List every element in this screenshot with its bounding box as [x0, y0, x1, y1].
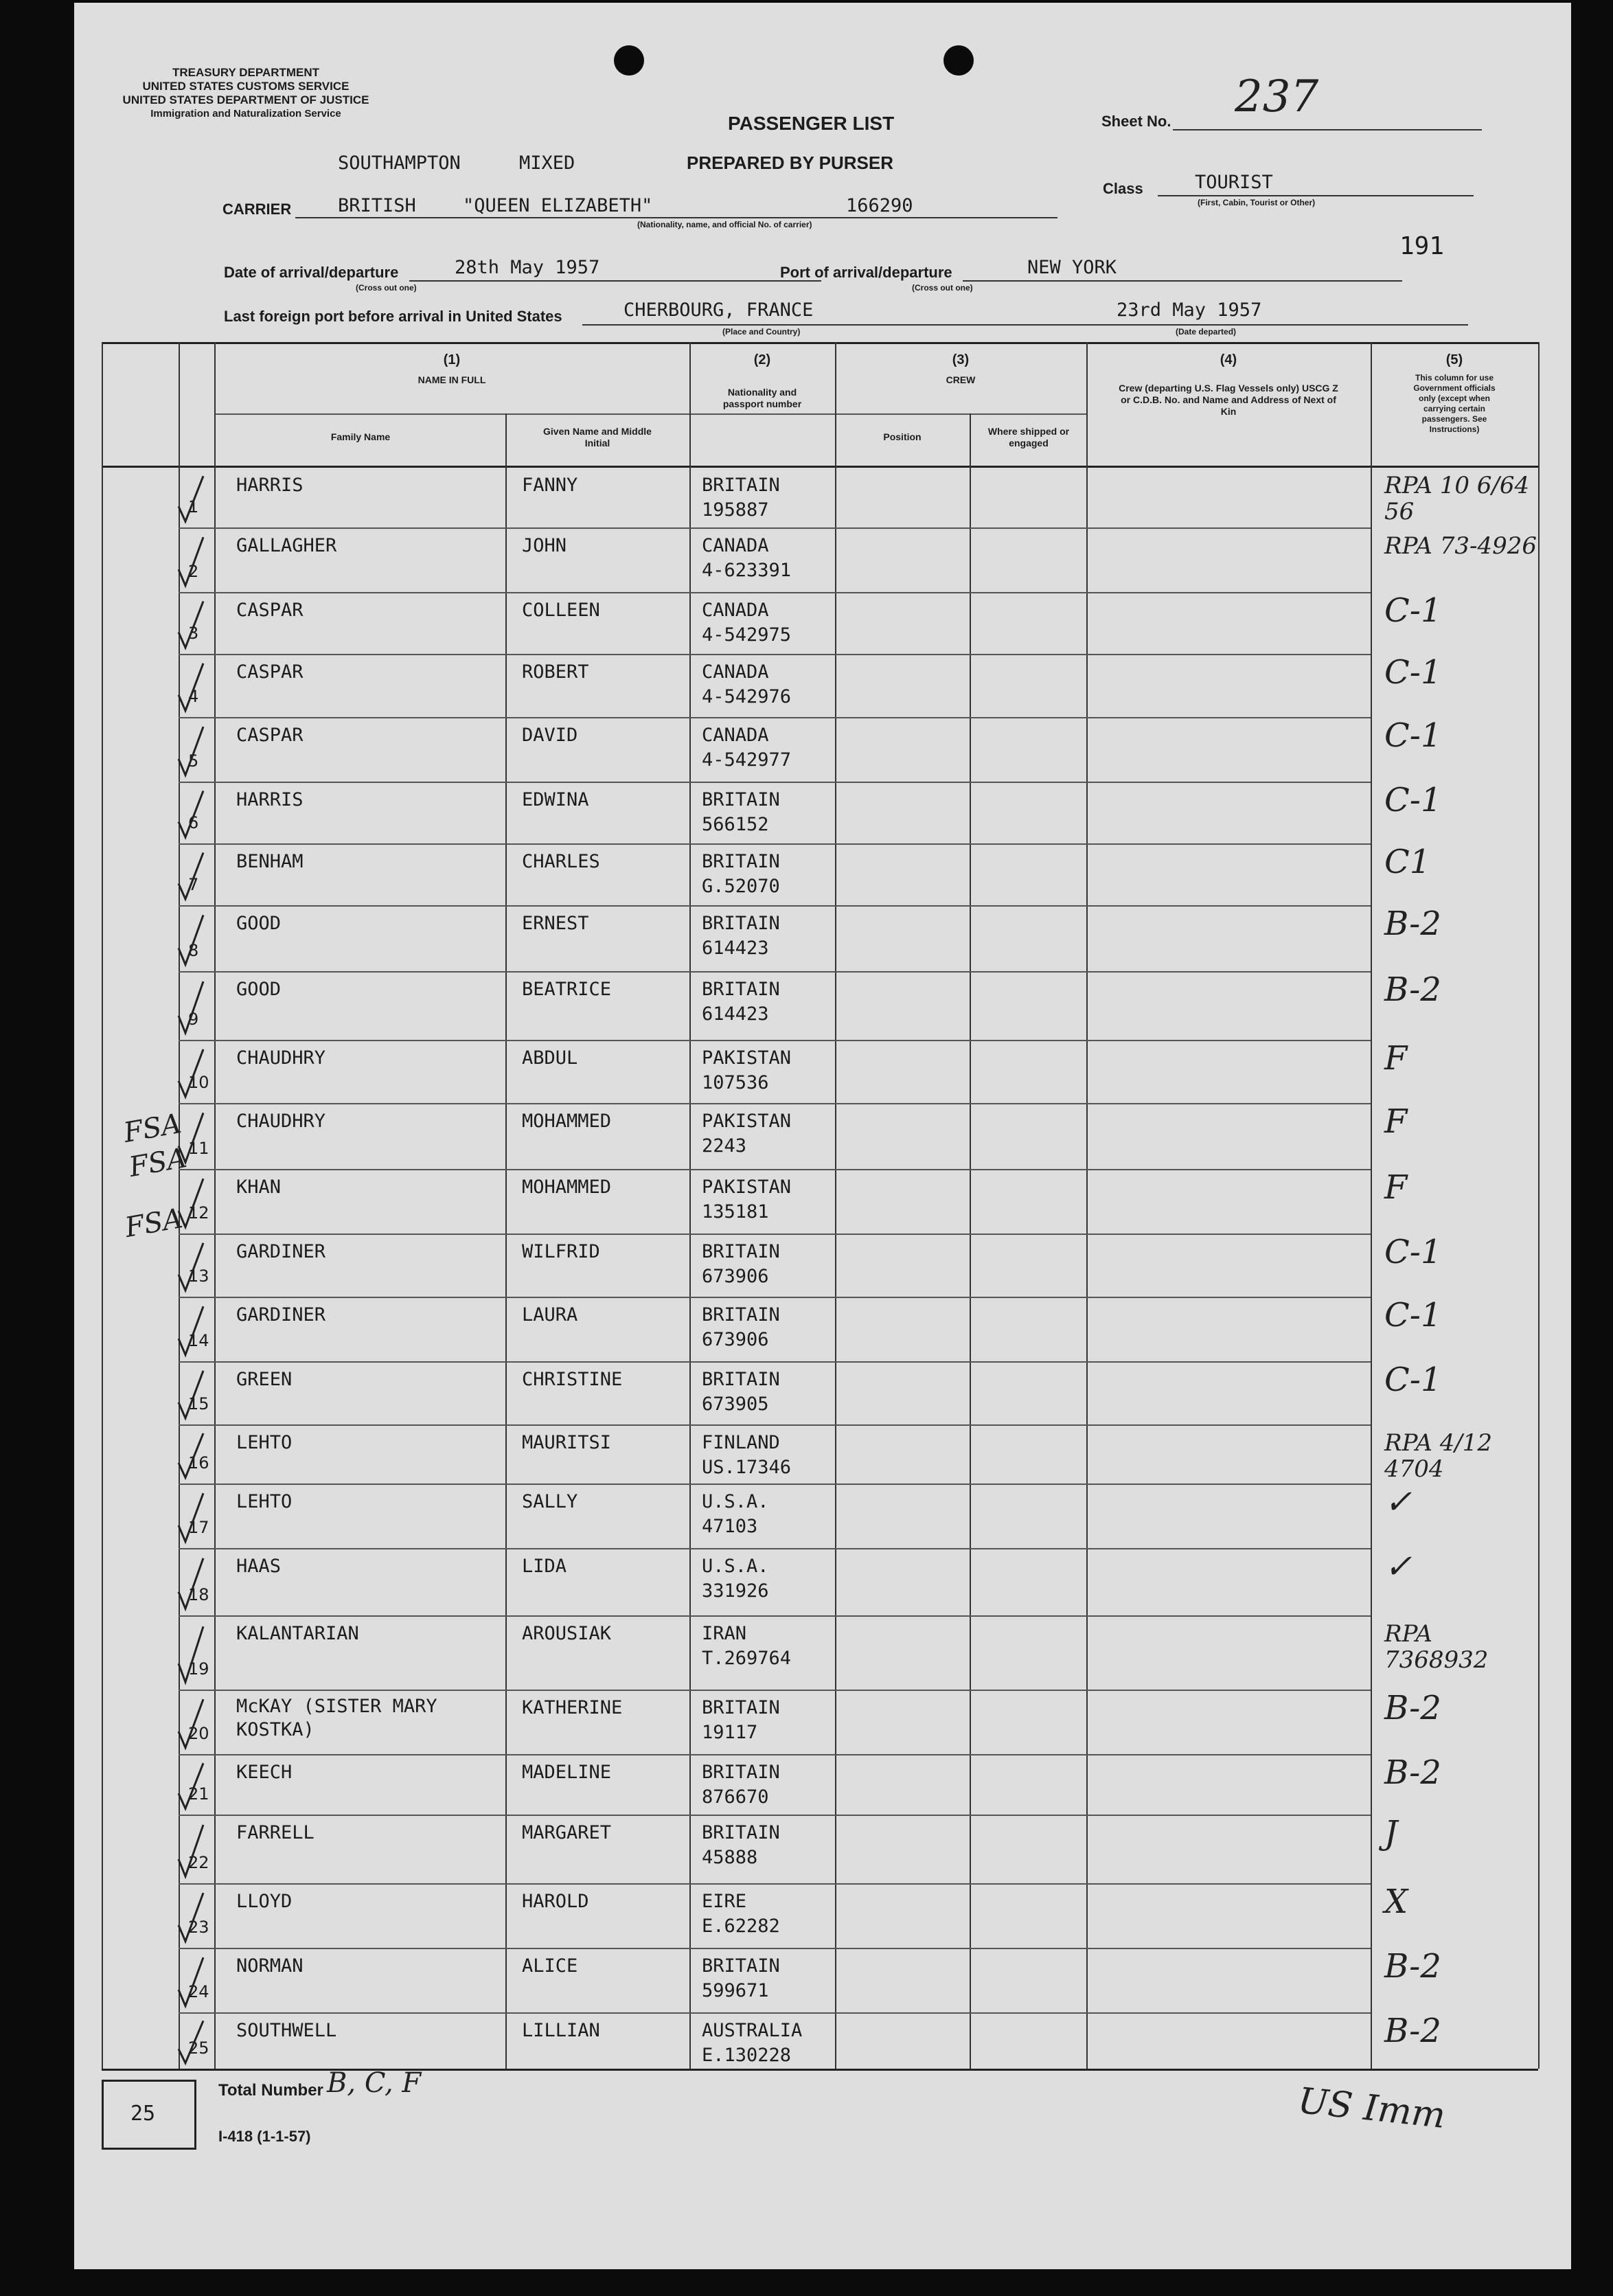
tick-mark-icon — [176, 717, 217, 782]
tick-mark-icon — [176, 654, 217, 717]
port-value: NEW YORK — [1027, 257, 1117, 278]
passport-number: 599671 — [702, 1980, 769, 2001]
passport-number: 673906 — [702, 1329, 769, 1350]
date-value: 28th May 1957 — [455, 257, 600, 278]
margin-note-fsa: FSA — [121, 1108, 184, 1149]
nationality: BRITAIN — [702, 475, 780, 496]
tick-mark-icon — [176, 782, 217, 843]
passport-number: 876670 — [702, 1786, 769, 1808]
official-mark: C1 — [1384, 843, 1431, 881]
nationality: BRITAIN — [702, 1241, 780, 1262]
row-number: 16 — [188, 1453, 209, 1473]
nationality: PAKISTAN — [702, 1047, 792, 1069]
given-name: FANNY — [522, 475, 578, 496]
family-name-header: Family Name — [330, 431, 391, 442]
official-mark: F — [1384, 1168, 1408, 1207]
row-number: 18 — [188, 1585, 209, 1604]
nationality: BRITAIN — [702, 789, 780, 810]
official-mark: C-1 — [1384, 591, 1442, 630]
passport-number: E.62282 — [702, 1916, 780, 1937]
punch-hole — [943, 45, 974, 76]
origin-port: SOUTHAMPTON — [338, 152, 461, 174]
official-mark: RPA 4/12 4704 — [1384, 1429, 1493, 1483]
family-name: CASPAR — [236, 600, 304, 621]
tick-mark-icon — [176, 1815, 217, 1883]
nationality: FINLAND — [702, 1432, 780, 1453]
row-divider — [179, 1234, 1371, 1235]
passport-number: 4-542976 — [702, 686, 792, 707]
official-mark: B-2 — [1384, 1947, 1441, 1986]
given-name: LAURA — [522, 1304, 578, 1326]
carrier-label: CARRIER — [222, 201, 292, 218]
given-name: ERNEST — [522, 913, 589, 934]
row-number: 17 — [188, 1518, 209, 1537]
official-mark: C-1 — [1384, 1233, 1442, 1271]
family-name: HAAS — [236, 1556, 282, 1577]
tick-mark-icon — [176, 2012, 217, 2069]
family-name: BENHAM — [236, 851, 304, 872]
agency-line: UNITED STATES CUSTOMS SERVICE — [142, 80, 350, 93]
family-name: FARRELL — [236, 1822, 314, 1843]
tick-mark-icon — [176, 1297, 217, 1361]
total-handwritten: B, C, F — [327, 2067, 422, 2099]
family-name: NORMAN — [236, 1955, 304, 1977]
given-name: CHARLES — [522, 851, 600, 872]
row-divider — [179, 1040, 1371, 1041]
row-number: 3 — [188, 624, 199, 643]
nationality: BRITAIN — [702, 1822, 780, 1843]
official-number: 166290 — [846, 195, 913, 216]
family-name: GREEN — [236, 1369, 293, 1390]
official-mark: C-1 — [1384, 781, 1442, 819]
port-label: Port of arrival/departure — [780, 264, 952, 281]
row-number: 5 — [188, 751, 199, 771]
col5-header: (5) This column for use Government officials only (except when carrying certain passengers. See Instructions) — [1413, 352, 1496, 434]
row-number: 22 — [188, 1853, 209, 1872]
tick-mark-icon — [176, 1883, 217, 1948]
given-name: MADELINE — [522, 1762, 612, 1783]
tick-mark-icon — [176, 527, 217, 592]
nationality: U.S.A. — [702, 1491, 769, 1512]
family-name: GOOD — [236, 913, 282, 934]
tick-mark-icon — [176, 905, 217, 971]
family-name: HARRIS — [236, 789, 304, 810]
given-name: EDWINA — [522, 789, 589, 810]
given-name: WILFRID — [522, 1241, 600, 1262]
col1-header: (1) NAME IN FULL — [417, 352, 486, 385]
row-number: 23 — [188, 1918, 209, 1937]
row-divider — [179, 1424, 1371, 1426]
nationality: BRITAIN — [702, 1697, 780, 1718]
place-note: (Place and Country) — [722, 327, 801, 337]
cross-out-note: (Cross out one) — [356, 283, 417, 293]
sheet-number: 237 — [1235, 71, 1319, 122]
sheet-label: Sheet No. — [1101, 113, 1171, 130]
nationality: CANADA — [702, 661, 769, 683]
given-name: DAVID — [522, 725, 578, 746]
nationality: BRITAIN — [702, 1369, 780, 1390]
passport-number: US.17346 — [702, 1457, 792, 1478]
tick-mark-icon — [176, 1690, 217, 1754]
family-name: HARRIS — [236, 475, 304, 496]
family-name: CASPAR — [236, 725, 304, 746]
family-name: CHAUDHRY — [236, 1111, 326, 1132]
row-divider — [179, 1103, 1371, 1104]
given-name: BEATRICE — [522, 979, 612, 1000]
row-number: 13 — [188, 1266, 209, 1286]
row-divider — [179, 1297, 1371, 1298]
official-mark: C-1 — [1384, 1361, 1442, 1399]
official-mark: C-1 — [1384, 653, 1442, 692]
row-number: 24 — [188, 1982, 209, 2001]
given-name: MOHAMMED — [522, 1111, 612, 1132]
col3-header: (3) CREW — [946, 352, 976, 385]
row-number: 2 — [188, 562, 199, 581]
row-divider — [179, 654, 1371, 655]
nationality: CANADA — [702, 725, 769, 746]
tick-mark-icon — [176, 1754, 217, 1815]
position-header: Position — [883, 431, 922, 442]
nationality: EIRE — [702, 1891, 747, 1912]
nationality: CANADA — [702, 600, 769, 621]
tick-mark-icon — [176, 843, 217, 905]
nationality: BRITAIN — [702, 1304, 780, 1326]
col4-header: (4) Crew (departing U.S. Flag Vessels only) USCG Z or C.D.B. No. and Name and Address of Next of Kin — [1119, 352, 1338, 417]
row-divider — [179, 1690, 1371, 1691]
row-divider — [179, 905, 1371, 907]
passport-number: 135181 — [702, 1201, 769, 1223]
given-name: JOHN — [522, 535, 567, 556]
row-number: 8 — [188, 941, 199, 960]
row-number: 7 — [188, 875, 199, 894]
total-box-number: 25 — [130, 2102, 156, 2126]
nationality: BRITAIN — [702, 1762, 780, 1783]
given-name: KATHERINE — [522, 1697, 623, 1718]
given-name: ABDUL — [522, 1047, 578, 1069]
prepared-by: PREPARED BY PURSER — [687, 152, 893, 173]
official-mark: ✓ — [1384, 1483, 1412, 1521]
row-number: 19 — [188, 1659, 209, 1679]
official-mark: B-2 — [1384, 1753, 1441, 1792]
given-name: SALLY — [522, 1491, 578, 1512]
row-number: 1 — [188, 497, 199, 516]
departed-note: (Date departed) — [1176, 327, 1237, 337]
nationality: PAKISTAN — [702, 1177, 792, 1198]
nationality: U.S.A. — [702, 1556, 769, 1577]
carrier-note: (Nationality, name, and official No. of carrier) — [637, 220, 812, 229]
given-name: MARGARET — [522, 1822, 612, 1843]
family-name: GARDINER — [236, 1241, 326, 1262]
passport-number: 566152 — [702, 814, 769, 835]
row-divider — [179, 717, 1371, 718]
row-number: 12 — [188, 1203, 209, 1223]
family-name: CASPAR — [236, 661, 304, 683]
tick-mark-icon — [176, 1040, 217, 1103]
official-mark: RPA 10 6/64 56 — [1384, 472, 1530, 525]
row-number: 6 — [188, 813, 199, 832]
given-name: ROBERT — [522, 661, 589, 683]
family-name: McKAY (SISTER MARY KOSTKA) — [236, 1696, 437, 1740]
passport-number: 45888 — [702, 1847, 758, 1868]
nationality: CANADA — [702, 535, 769, 556]
row-divider — [179, 971, 1371, 973]
family-name: LLOYD — [236, 1891, 293, 1912]
row-divider — [179, 1169, 1371, 1170]
page-number: 191 — [1399, 232, 1445, 260]
row-number: 11 — [188, 1139, 209, 1158]
nationality: PAKISTAN — [702, 1111, 792, 1132]
official-mark: C-1 — [1384, 716, 1442, 755]
passport-number: 4-542977 — [702, 749, 792, 771]
row-divider — [179, 1754, 1371, 1755]
official-mark: B-2 — [1384, 970, 1441, 1009]
family-name: LEHTO — [236, 1491, 293, 1512]
official-mark: RPA 7368932 — [1384, 1620, 1489, 1674]
official-mark: RPA 73-4926 — [1384, 532, 1537, 560]
agency-line: UNITED STATES DEPARTMENT OF JUSTICE — [122, 93, 369, 106]
given-name: MOHAMMED — [522, 1177, 612, 1198]
family-name: GARDINER — [236, 1304, 326, 1326]
date-label: Date of arrival/departure — [224, 264, 399, 281]
row-number: 14 — [188, 1331, 209, 1350]
class-note: (First, Cabin, Tourist or Other) — [1198, 198, 1316, 207]
given-name-header: Given Name and Middle Initial — [543, 426, 652, 448]
mixed-label: MIXED — [519, 152, 575, 174]
passport-number: 331926 — [702, 1580, 769, 1602]
row-number: 4 — [188, 687, 199, 706]
bottom-handwriting: US Imm — [1296, 2080, 1448, 2137]
nationality: BRITAIN — [702, 913, 780, 934]
row-divider — [179, 1815, 1371, 1816]
row-number: 21 — [188, 1784, 209, 1804]
given-name: LIDA — [522, 1556, 567, 1577]
nationality: BRITAIN — [702, 979, 780, 1000]
row-divider — [179, 1361, 1371, 1363]
passport-number: 4-542975 — [702, 624, 792, 646]
family-name: CHAUDHRY — [236, 1047, 326, 1069]
given-name: HAROLD — [522, 1891, 589, 1912]
nationality: IRAN — [702, 1623, 747, 1644]
row-divider — [179, 1948, 1371, 1949]
family-name: KHAN — [236, 1177, 282, 1198]
tick-mark-icon — [176, 592, 217, 654]
class-value: TOURIST — [1195, 172, 1273, 193]
row-number: 9 — [188, 1010, 199, 1029]
given-name: CHRISTINE — [522, 1369, 623, 1390]
given-name: COLLEEN — [522, 600, 600, 621]
row-divider — [179, 1484, 1371, 1485]
passport-number: 195887 — [702, 499, 769, 521]
row-number: 20 — [188, 1724, 209, 1743]
class-label: Class — [1103, 180, 1143, 197]
official-mark: J — [1384, 1814, 1398, 1852]
row-divider — [179, 1615, 1371, 1617]
official-mark: F — [1384, 1039, 1408, 1078]
row-divider — [179, 843, 1371, 845]
nationality: AUSTRALIA — [702, 2020, 803, 2041]
passport-number: E.130228 — [702, 2045, 792, 2066]
tick-mark-icon — [176, 467, 217, 527]
col2-header: (2) Nationality and passport number — [722, 352, 802, 409]
passport-number: 614423 — [702, 937, 769, 959]
departed-value: 23rd May 1957 — [1117, 299, 1262, 321]
cross-out-note: (Cross out one) — [912, 283, 973, 293]
row-divider — [179, 1548, 1371, 1549]
family-name: GOOD — [236, 979, 282, 1000]
given-name: ALICE — [522, 1955, 578, 1977]
tick-mark-icon — [176, 1234, 217, 1297]
official-mark: ✓ — [1384, 1547, 1412, 1586]
passport-number: G.52070 — [702, 876, 780, 897]
row-divider — [179, 592, 1371, 593]
passport-number: 19117 — [702, 1722, 758, 1743]
agency-line: TREASURY DEPARTMENT — [172, 66, 320, 79]
passport-number: 4-623391 — [702, 560, 792, 581]
tick-mark-icon — [176, 1948, 217, 2012]
tick-mark-icon — [176, 1615, 217, 1690]
punch-hole — [614, 45, 644, 76]
official-mark: F — [1384, 1102, 1408, 1141]
total-label: Total Number — [218, 2081, 323, 2100]
row-divider — [179, 1883, 1371, 1885]
row-number: 10 — [188, 1073, 209, 1092]
family-name: GALLAGHER — [236, 535, 337, 556]
given-name: MAURITSI — [522, 1432, 612, 1453]
row-divider — [179, 782, 1371, 783]
passport-number: 47103 — [702, 1516, 758, 1537]
tick-mark-icon — [176, 1548, 217, 1615]
nationality: BRITAIN — [702, 851, 780, 872]
agency-line: Immigration and Naturalization Service — [150, 108, 341, 120]
page-title: PASSENGER LIST — [728, 113, 895, 134]
row-divider — [179, 2012, 1371, 2014]
official-mark: B-2 — [1384, 2012, 1441, 2050]
family-name: SOUTHWELL — [236, 2020, 337, 2041]
official-mark: B-2 — [1384, 1689, 1441, 1727]
passport-number: 673905 — [702, 1394, 769, 1415]
nationality: BRITAIN — [702, 1955, 780, 1977]
tick-mark-icon — [176, 1424, 217, 1484]
passport-number: 673906 — [702, 1266, 769, 1287]
official-mark: B-2 — [1384, 905, 1441, 943]
official-mark: C-1 — [1384, 1296, 1442, 1334]
row-number: 15 — [188, 1394, 209, 1413]
tick-mark-icon — [176, 971, 217, 1040]
family-name: KALANTARIAN — [236, 1623, 359, 1644]
tick-mark-icon — [176, 1361, 217, 1424]
last-port-value: CHERBOURG, FRANCE — [624, 299, 814, 321]
ship-name: "QUEEN ELIZABETH" — [463, 195, 653, 216]
given-name: LILLIAN — [522, 2020, 600, 2041]
last-port-label: Last foreign port before arrival in United States — [224, 308, 562, 325]
where-shipped-header: Where shipped or engaged — [987, 426, 1070, 448]
row-divider — [179, 527, 1371, 529]
passport-number: 2243 — [702, 1135, 747, 1157]
passport-number: 107536 — [702, 1072, 769, 1093]
family-name: LEHTO — [236, 1432, 293, 1453]
passport-number: 614423 — [702, 1003, 769, 1025]
family-name: KEECH — [236, 1762, 293, 1783]
form-number: I-418 (1-1-57) — [218, 2128, 311, 2145]
agency-block — [122, 66, 369, 121]
given-name: AROUSIAK — [522, 1623, 612, 1644]
tick-mark-icon — [176, 1484, 217, 1548]
margin-note-fsa: FSA — [126, 1142, 190, 1183]
official-mark: X — [1384, 1883, 1408, 1921]
margin-note-fsa: FSA — [122, 1203, 185, 1244]
row-number: 25 — [188, 2038, 209, 2058]
passport-number: T.269764 — [702, 1648, 792, 1669]
carrier-value: BRITISH — [338, 195, 416, 216]
